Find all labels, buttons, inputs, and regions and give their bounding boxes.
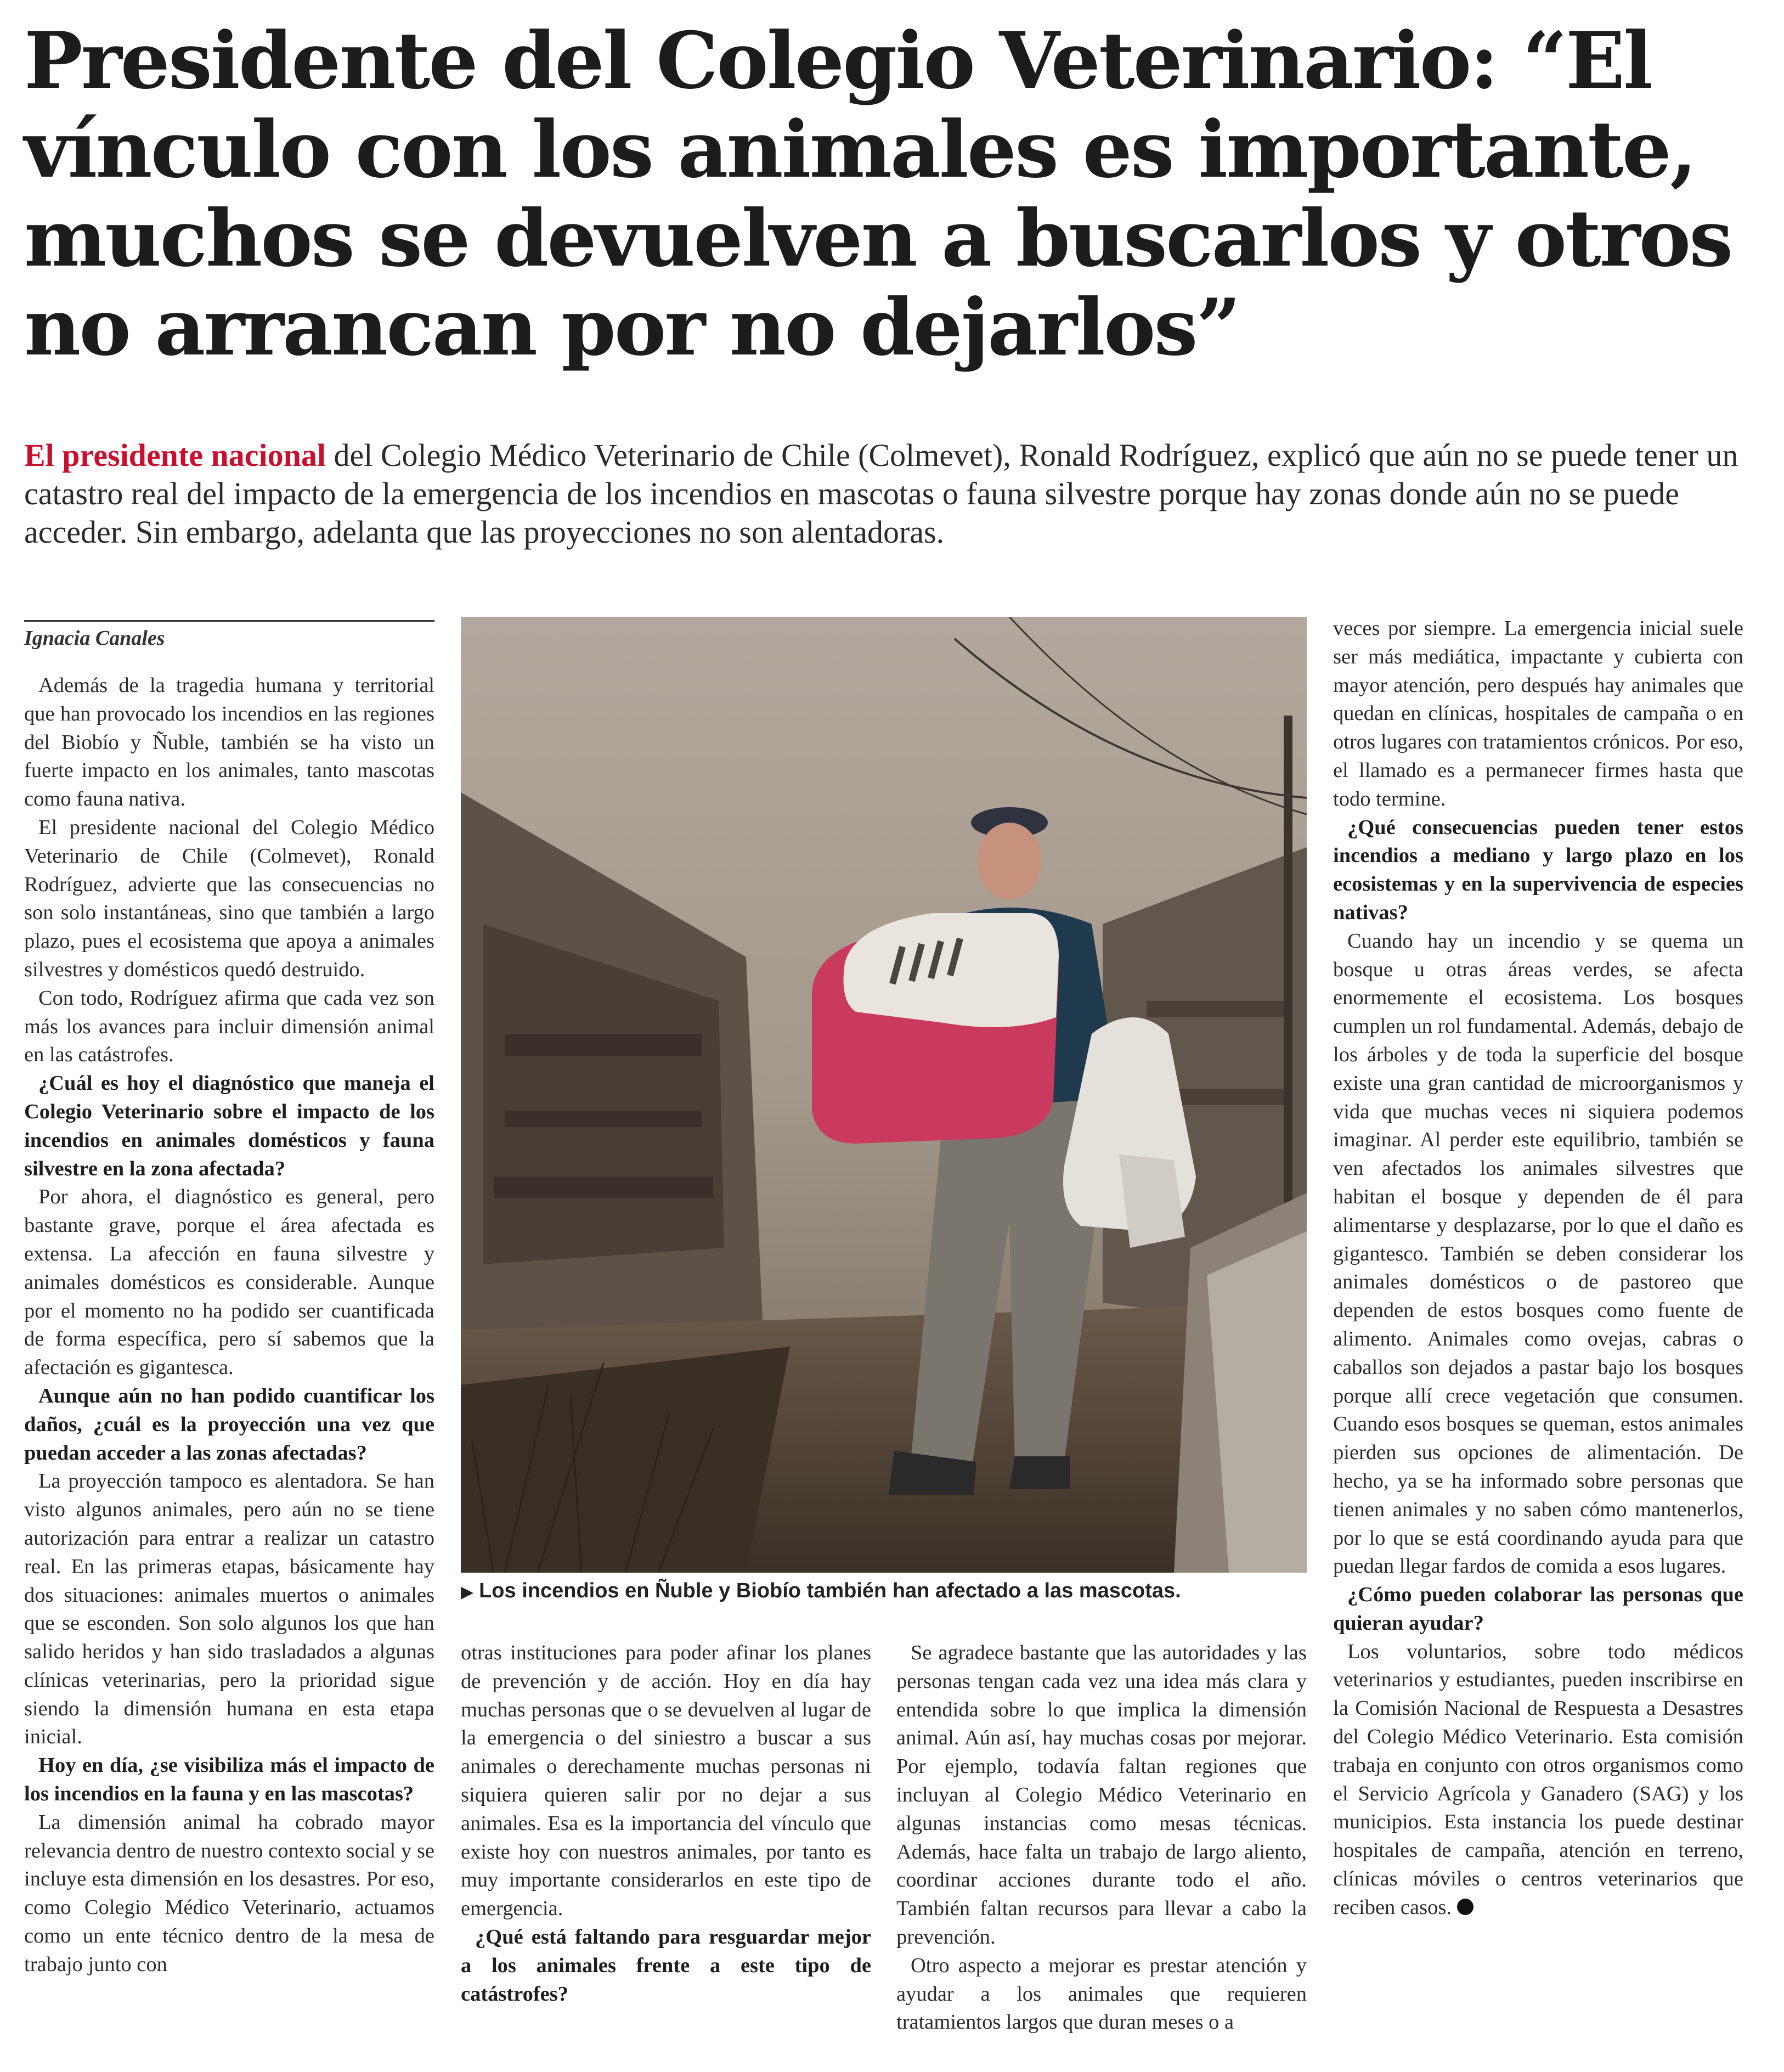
interview-question: ¿Qué está faltando para resguardar mejor a los animales frente a este tipo de catástrofes? (461, 1925, 871, 2006)
column-1 (24, 672, 434, 1979)
column-4 (1333, 615, 1743, 1922)
end-dot-icon (1457, 1899, 1474, 1915)
paragraph: Cuando hay un incendio y se quema un bosque u otras áreas verdes, se afecta enormemente el ecosistema. Los bosques cumplen un rol fundamental. Además, debajo de los árboles y de toda la superficie del bosque existe una gran cantidad de microorganismos y vida que muchas veces ni siquiera podemos imaginar. Al perder este equilibrio, también se ven afectados los animales silvestres que habitan el bosque y dependen de él para alimentarse y desplazarse, por lo que el daño es gigantesco. También se deben considerar los animales domésticos o de pastoreo que dependen de estos bosques como fuente de alimento. Animales como ovejas, cabras o caballos son dejados a pastar bajo los bosques porque allí crece vegetación que consumen. Cuando esos bosques se queman, estos animales pierden sus opciones de alimentación. De hecho, ya se ha informado sobre personas que tienen animales y no saben cómo mantenerlos, por lo que se está coordinando ayuda para que puedan llegar fardos de comida a esos lugares. (1333, 929, 1743, 1578)
lede-text: del Colegio Médico Veterinario de Chile (Colmevet), Ronald Rodríguez, explicó que aún no se puede tener un catastro real del impacto de la emergencia de los incendios en mascotas o fauna silvestre porque hay zonas donde aún no se puede acceder. Sin embargo, adelanta que las proyecciones no son alentadoras. (24, 437, 1738, 550)
lede-kicker: El presidente nacional (24, 437, 326, 473)
interview-question: ¿Qué consecuencias pueden tener estos incendios a mediano y largo plazo en los ecosistemas y en la supervivencia de especies nativas? (1333, 815, 1743, 924)
paragraph (1333, 1638, 1743, 1922)
paragraph: El presidente nacional del Colegio Médico Veterinario de Chile (Colmevet), Ronald Rodríguez, advierte que las consecuencias no son solo instantáneas, sino que también a largo plazo, pues el ecosistema que apoya a animales silvestres y domésticos quedó destruido. (24, 815, 434, 981)
column-2 (461, 1639, 871, 2008)
interview-question: Hoy en día, ¿se visibiliza más el impacto de los incendios en la fauna y en las mascotas? (24, 1754, 434, 1806)
lede (24, 436, 1758, 551)
paragraph: La proyección tampoco es alentadora. Se han visto algunos animales, pero aún no se tiene autorización para entrar a realizar un catastro real. En las primeras etapas, básicamente hay dos situaciones: animales muertos o animales que se esconden. Son solo algunos los que han salido heridos y han sido trasladados a algunas clínicas veterinarias, pero la prioridad sigue siendo la dimensión humana en esta etapa inicial. (24, 1469, 434, 1749)
interview-question: Aunque aún no han podido cuantificar los daños, ¿cuál es la proyección una vez que puedan acceder a las zonas afectadas? (24, 1384, 434, 1465)
article-photo (461, 617, 1307, 1573)
paragraph: Con todo, Rodríguez afirma que cada vez son más los avances para incluir dimensión animal en las catástrofes. (24, 986, 434, 1067)
photo-caption-text: Los incendios en Ñuble y Biobío también han afectado a las mascotas. (479, 1579, 1181, 1602)
column-3 (896, 1639, 1307, 2037)
photo-caption (461, 1579, 1307, 1603)
byline: Ignacia Canales (24, 620, 434, 650)
paragraph: La dimensión animal ha cobrado mayor relevancia dentro de nuestro contexto social y se incluye esta dimensión en los desastres. Por eso, como Colegio Médico Veterinario, actuamos como un ente técnico dentro de la mesa de trabajo junto con (24, 1810, 434, 1976)
paragraph: Por ahora, el diagnóstico es general, pero bastante grave, porque el área afectada es extensa. La afección en fauna silvestre y animales domésticos es considerable. Aunque por el momento no ha podido ser cuantificada de forma específica, pero sí sabemos que la afectación es gigantesca. (24, 1185, 434, 1380)
paragraph: Se agradece bastante que las autoridades y las personas tengan cada vez una idea más clara y entendida sobre lo que implica la dimensión animal. Aún así, hay muchas cosas por mejorar. Por ejemplo, todavía faltan regiones que incluyan al Colegio Médico Veterinario en algunas instancias como mesas técnicas. Además, hace falta un trabajo de largo aliento, coordinar acciones durante todo el año. También faltan recursos para llevar a cabo la prevención. (896, 1641, 1307, 1949)
interview-question: ¿Cuál es hoy el diagnóstico que maneja el Colegio Veterinario sobre el impacto de los incendios en animales domésticos y fauna silvestre en la zona afectada? (24, 1072, 434, 1180)
paragraph: veces por siempre. La emergencia inicial suele ser más mediática, impactante y cubierta con mayor atención, pero después hay animales que quedan en clínicas, hospitales de campaña o en otros lugares con tratamientos crónicos. Por eso, el llamado es a permanecer firmes hasta que todo termine. (1333, 617, 1743, 810)
paragraph: Además de la tragedia humana y territorial que han provocado los incendios en las regiones del Biobío y Ñuble, también se ha visto un fuerte impacto en los animales, tanto mascotas como fauna nativa. (24, 674, 434, 811)
headline: Presidente del Colegio Veterinario: “El vínculo con los animales es importante, muchos se devuelven a buscarlos y otros no arrancan por no dejarlos” (24, 15, 1732, 373)
paragraph: Otro aspecto a mejorar es prestar atención y ayudar a los animales que requieren tratamientos largos que duran meses o a (896, 1953, 1307, 2034)
paragraph: otras instituciones para poder afinar los planes de prevención y de acción. Hoy en día hay muchas personas que o se devuelven al lugar de la emergencia o del siniestro a buscar a sus animales o derechamente muchas personas ni siquiera quieren salir por no dejar a sus animales. Esa es la importancia del vínculo que existe hoy con nuestros animales, por tanto es muy importante considerarlos en este tipo de emergencia. (461, 1641, 871, 1921)
paragraph-text: Los voluntarios, sobre todo médicos veterinarios y estudiantes, pueden inscribirse en la Comisión Nacional de Respuesta a Desastres del Colegio Médico Veterinario. Esta comisión trabaja en conjunto con otros organismos como el Servicio Agrícola y Ganadero (SAG) y los municipios. Esta instancia los puede destinar hospitales de campaña, atención en terreno, clínicas móviles o centros veterinarios que reciben casos. (1333, 1640, 1743, 1919)
triangle-right-icon: ▶ (461, 1583, 474, 1601)
interview-question: ¿Cómo pueden colaborar las personas que quieran ayudar? (1333, 1583, 1743, 1635)
